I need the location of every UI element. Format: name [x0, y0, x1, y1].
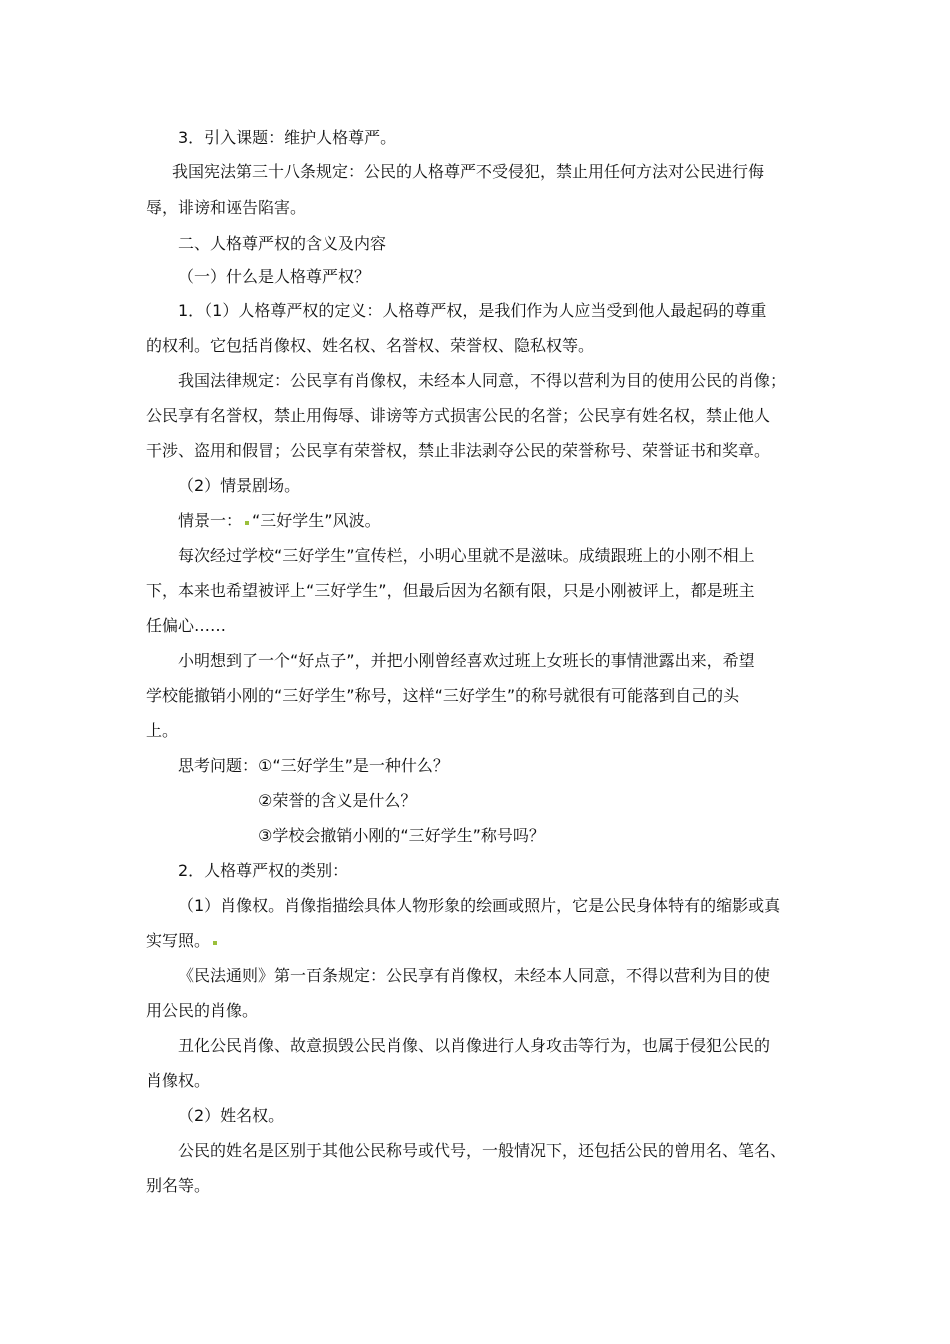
- paragraph-line: 用公民的肖像。: [146, 1001, 259, 1020]
- question-line: 思考问题：①“三好学生”是一种什么？: [178, 756, 449, 775]
- paragraph-line: 学校能撤销小刚的“三好学生”称号，这样“三好学生”的称号就很有可能落到自己的头: [146, 686, 740, 705]
- section-heading: 二、人格尊严权的含义及内容: [178, 234, 387, 253]
- paragraph-line: 下，本来也希望被评上“三好学生”，但最后因为名额有限，只是小刚被评上，都是班主: [146, 581, 755, 600]
- paragraph-line: 辱，诽谤和诬告陷害。: [146, 198, 307, 217]
- marker-dot: [245, 521, 249, 525]
- paragraph-line: [146, 930, 220, 952]
- paragraph-line: 《民法通则》第一百条规定：公民享有肖像权，未经本人同意，不得以营利为目的使: [178, 966, 771, 985]
- heading-intro-topic: 3．引入课题：维护人格尊严。: [178, 128, 397, 147]
- scenario-name: “三好学生”风波。: [252, 511, 381, 530]
- paragraph-line: 别名等。: [146, 1176, 211, 1195]
- scenario-title: [178, 510, 381, 532]
- question-line: ②荣誉的含义是什么？: [258, 791, 417, 810]
- paragraph-line: 1．（1）人格尊严权的定义：人格尊严权，是我们作为人应当受到他人最起码的尊重: [178, 301, 767, 320]
- paragraph-line: 小明想到了一个“好点子”，并把小刚曾经喜欢过班上女班长的事情泄露出来，希望: [178, 651, 755, 670]
- paragraph-line: 我国宪法第三十八条规定：公民的人格尊严不受侵犯，禁止用任何方法对公民进行侮: [172, 162, 765, 181]
- paragraph-line: 的权利。它包括肖像权、姓名权、名誉权、荣誉权、隐私权等。: [146, 336, 595, 355]
- paragraph-line: 肖像权。: [146, 1071, 211, 1090]
- subsection-heading: （2）姓名权。: [178, 1106, 285, 1125]
- subsection-heading: （2）情景剧场。: [178, 476, 301, 495]
- subsection-heading: 2．人格尊严权的类别：: [178, 861, 349, 880]
- paragraph-line: 我国法律规定：公民享有肖像权，未经本人同意，不得以营利为目的使用公民的肖像；: [178, 371, 787, 390]
- paragraph-line: 干涉、盗用和假冒；公民享有荣誉权，禁止非法剥夺公民的荣誉称号、荣誉证书和奖章。: [146, 441, 771, 460]
- paragraph-line: 公民享有名誉权，禁止用侮辱、诽谤等方式损害公民的名誉；公民享有姓名权，禁止他人: [146, 406, 771, 425]
- paragraph-line: （1）肖像权。肖像指描绘具体人物形象的绘画或照片，它是公民身体特有的缩影或真: [178, 896, 781, 915]
- paragraph-line: 丑化公民肖像、故意损毁公民肖像、以肖像进行人身攻击等行为，也属于侵犯公民的: [178, 1036, 771, 1055]
- paragraph-line: 公民的姓名是区别于其他公民称号或代号，一般情况下，还包括公民的曾用名、笔名、: [178, 1141, 787, 1160]
- paragraph-line: 上。: [146, 721, 179, 740]
- paragraph-text: 实写照。: [146, 931, 211, 950]
- scenario-label: 情景一：: [178, 511, 243, 530]
- subsection-heading: （一）什么是人格尊严权？: [178, 267, 371, 286]
- paragraph-line: 每次经过学校“三好学生”宣传栏，小明心里就不是滋味。成绩跟班上的小刚不相上: [178, 546, 755, 565]
- marker-dot: [213, 941, 217, 945]
- question-line: ③学校会撤销小刚的“三好学生”称号吗？: [258, 826, 545, 845]
- paragraph-line: 任偏心……: [146, 616, 227, 635]
